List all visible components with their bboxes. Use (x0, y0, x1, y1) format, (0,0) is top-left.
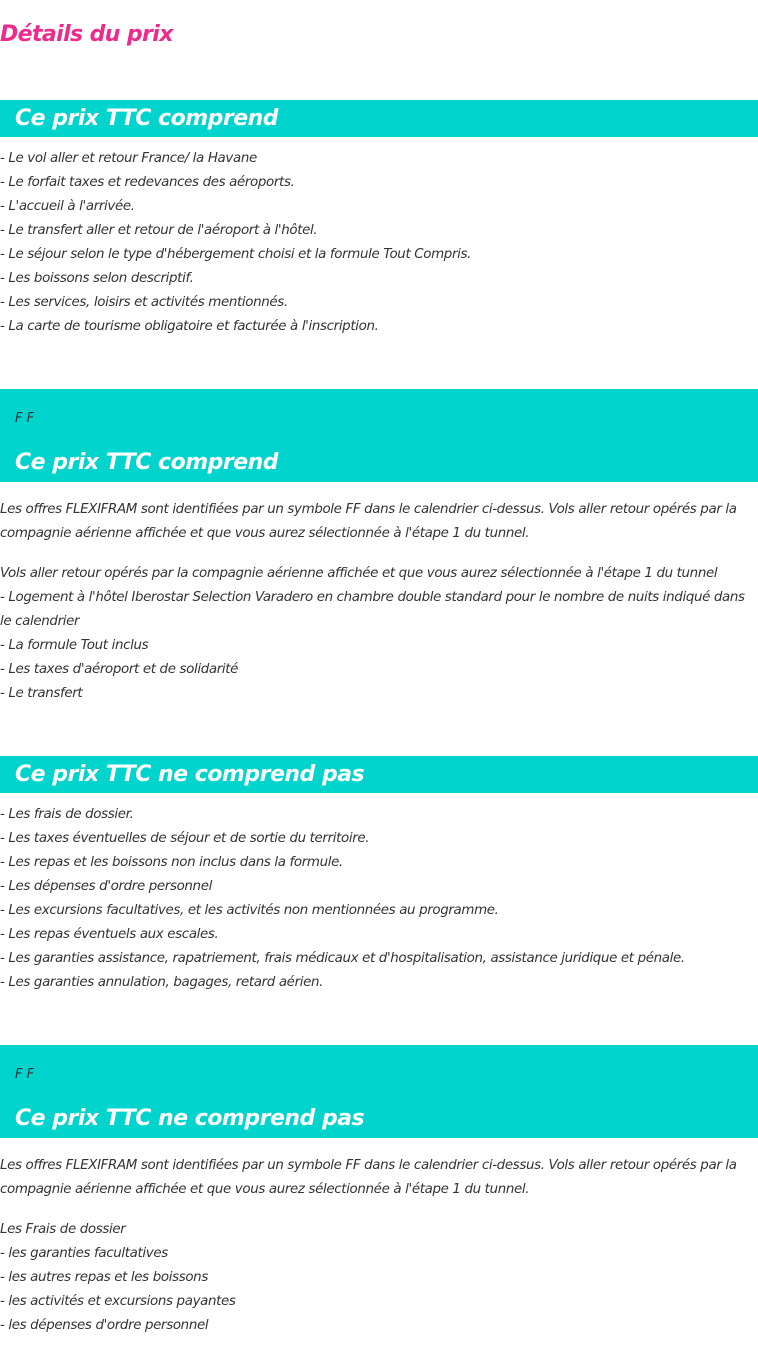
list-item: - La formule Tout inclus (0, 638, 149, 653)
list-item: - Le forfait taxes et redevances des aéroports. (0, 175, 295, 190)
list-item: - L'accueil à l'arrivée. (0, 199, 135, 214)
list-item: - Les services, loisirs et activités mentionnés. (0, 295, 288, 310)
ff-label: F F (15, 1067, 35, 1082)
ff-intro-text: Les offres FLEXIFRAM sont identifiées par un symbole FF dans le calendrier ci-dessus. Vols aller retour opérés par la compagnie aérienne affichée et que vous aurez sélectionnée à l'étape 1 du tunnel. (0, 1158, 737, 1197)
ff-label: F F (15, 411, 35, 426)
list-item: - Les repas éventuels aux escales. (0, 927, 219, 942)
list-item: - Les garanties assistance, rapatriement, frais médicaux et d'hospitalisation, assistance juridique et pénale. (0, 951, 685, 966)
list-item: Les Frais de dossier (0, 1222, 126, 1237)
list-item: - Logement à l'hôtel Iberostar Selection Varadero en chambre double standard pour le nombre de nuits indiqué dans le calendrier (0, 590, 745, 629)
list-item: - Les taxes d'aéroport et de solidarité (0, 662, 239, 677)
included-list (0, 147, 471, 339)
list-item: - La carte de tourisme obligatoire et facturée à l'inscription. (0, 319, 379, 334)
list-item: - Les taxes éventuelles de séjour et de sortie du territoire. (0, 831, 370, 846)
section-title: Ce prix TTC ne comprend pas (15, 762, 365, 787)
not-included-list (0, 803, 685, 995)
section-title: Ce prix TTC comprend (15, 106, 279, 131)
list-item: - Le transfert aller et retour de l'aéroport à l'hôtel. (0, 223, 318, 238)
page-title: Détails du prix (0, 22, 173, 47)
ff-intro-text: Les offres FLEXIFRAM sont identifiées par un symbole FF dans le calendrier ci-dessus. Vols aller retour opérés par la compagnie aérienne affichée et que vous aurez sélectionnée à l'étape 1 du tunnel. (0, 502, 737, 541)
section-header-ff-included (0, 389, 758, 482)
list-item: Vols aller retour opérés par la compagnie aérienne affichée et que vous aurez sélectionnée à l'étape 1 du tunnel (0, 566, 718, 581)
list-item: - Les frais de dossier. (0, 807, 134, 822)
section-header-ff-not-included (0, 1045, 758, 1138)
list-item: - Le séjour selon le type d'hébergement choisi et la formule Tout Compris. (0, 247, 471, 262)
list-item: - Les dépenses d'ordre personnel (0, 879, 212, 894)
list-item: - Les repas et les boissons non inclus dans la formule. (0, 855, 343, 870)
list-item: - Le transfert (0, 686, 83, 701)
list-item: - les activités et excursions payantes (0, 1294, 236, 1309)
list-item: - les garanties facultatives (0, 1246, 168, 1261)
ff-not-included-list (0, 1218, 752, 1338)
list-item: - Les excursions facultatives, et les activités non mentionnées au programme. (0, 903, 499, 918)
section-title: Ce prix TTC comprend (15, 450, 279, 475)
list-item: - Le vol aller et retour France/ la Havane (0, 151, 257, 166)
section-header-not-included (0, 756, 758, 793)
list-item: - les dépenses d'ordre personnel (0, 1318, 209, 1333)
list-item: - Les garanties annulation, bagages, retard aérien. (0, 975, 324, 990)
section-header-included (0, 100, 758, 137)
ff-included-list (0, 562, 752, 706)
section-title: Ce prix TTC ne comprend pas (15, 1106, 365, 1131)
list-item: - les autres repas et les boissons (0, 1270, 208, 1285)
list-item: - Les boissons selon descriptif. (0, 271, 194, 286)
